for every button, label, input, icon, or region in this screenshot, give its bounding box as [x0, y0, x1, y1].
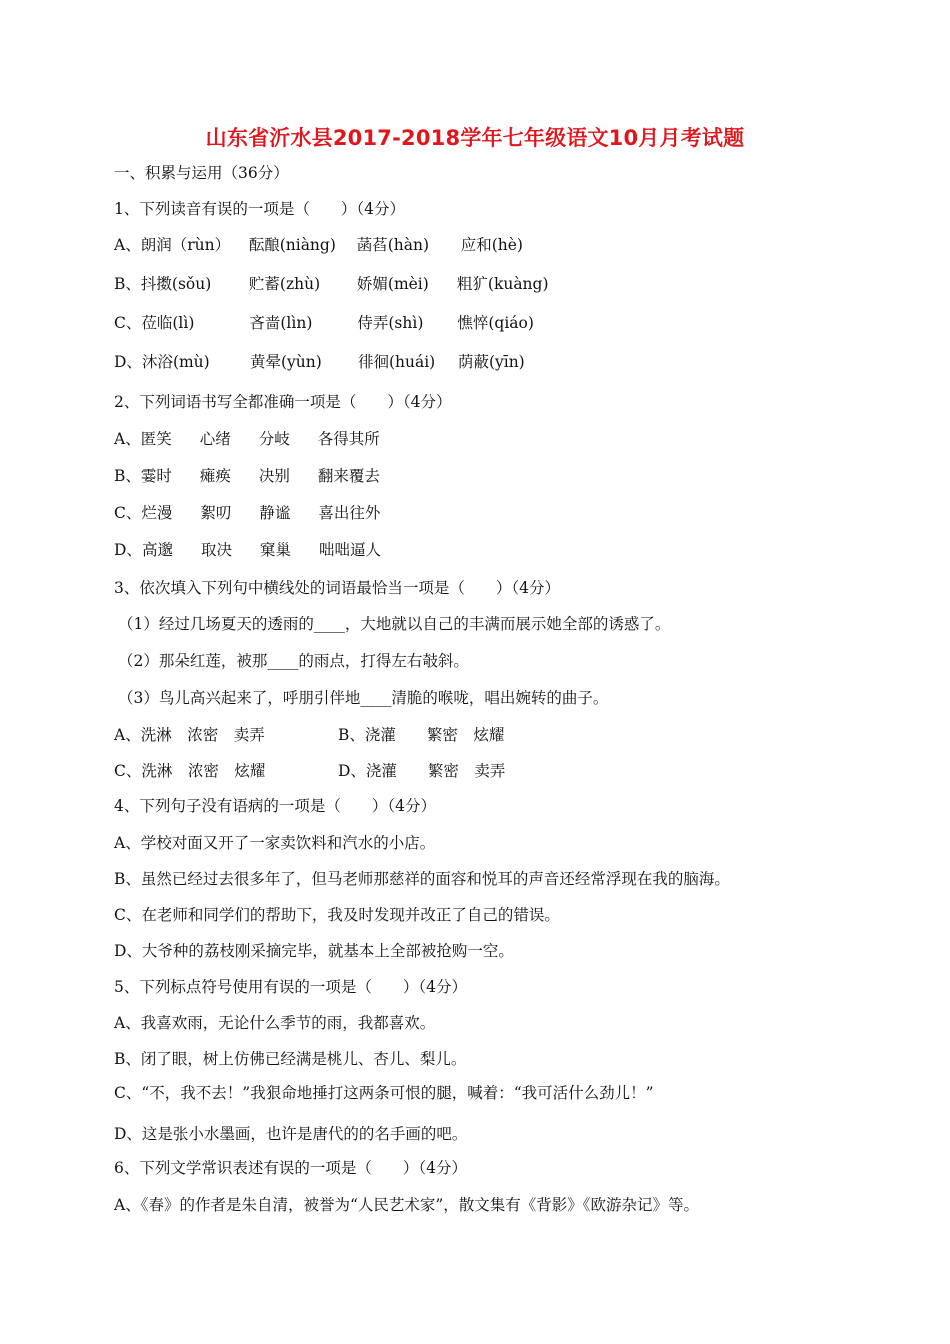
question-1-option-b [114, 274, 549, 294]
question-5-option-d: D、这是张小水墨画，也许是唐代的的名手画的吧。 [114, 1125, 468, 1143]
question-3-options-row-2 [114, 761, 505, 781]
option-label: C、 [114, 314, 142, 332]
option-item: 荫蔽(yīn) [457, 353, 525, 371]
option-item: 瘫痪 [199, 467, 231, 485]
option-text: D、浇灌 繁密 卖弄 [338, 762, 506, 780]
question-3-options-row-1 [114, 725, 504, 745]
option-item: 喜出往外 [318, 504, 381, 522]
option-label: A、 [114, 430, 141, 448]
option-text: B、浇灌 繁密 炫耀 [338, 726, 505, 744]
option-label: C、 [114, 504, 142, 522]
question-1-stem: 1、下列读音有误的一项是（ ）（4分） [114, 200, 405, 218]
option-item: 抖擞(sǒu) [140, 275, 212, 293]
question-4-stem: 4、下列句子没有语病的一项是（ ）（4分） [114, 797, 436, 815]
option-item: 憔悴(qiáo) [457, 314, 534, 332]
question-5-stem: 5、下列标点符号使用有误的一项是（ ）（4分） [114, 978, 467, 996]
question-2-option-b [114, 466, 380, 486]
question-4-option-b: B、虽然已经过去很多年了，但马老师那慈祥的面容和悦耳的声音还经常浮现在我的脑海。 [114, 870, 730, 888]
option-item: 粗犷(kuàng) [456, 275, 549, 293]
question-2-stem: 2、下列词语书写全都准确一项是（ ）（4分） [114, 393, 452, 411]
section-heading: 一、积累与运用（36分） [114, 164, 289, 182]
option-label: D、 [114, 541, 142, 559]
question-2-option-a [114, 429, 380, 449]
question-3-sentence-1: （1）经过几场夏天的透雨的____，大地就以自己的丰满而展示她全部的诱惑了。 [118, 615, 671, 633]
question-3-sentence-2: （2）那朵红莲，被那____的雨点，打得左右攲斜。 [118, 652, 469, 670]
question-3-sentence-3: （3）鸟儿高兴起来了，呼朋引伴地____清脆的喉咙，唱出婉转的曲子。 [118, 689, 609, 707]
option-item: 娇媚(mèi) [356, 275, 429, 293]
option-item: 霎时 [140, 467, 172, 485]
option-item: 徘徊(huái) [357, 353, 436, 371]
option-item: 应和(hè) [460, 236, 523, 254]
question-6-option-a: A、《春》的作者是朱自清，被誉为“人民艺术家”，散文集有《背影》《欧游杂记》等。 [114, 1196, 700, 1214]
option-item: 吝啬(lìn) [249, 314, 313, 332]
option-item: 侍弄(shì) [357, 314, 424, 332]
option-item: 决别 [258, 467, 290, 485]
question-6-stem: 6、下列文学常识表述有误的一项是（ ）（4分） [114, 1159, 467, 1177]
option-item: 高邈 [141, 541, 173, 559]
option-item: 静谧 [259, 504, 291, 522]
question-2-option-c [114, 503, 380, 523]
option-item: 莅临(lì) [141, 314, 195, 332]
question-4-option-c: C、在老师和同学们的帮助下，我及时发现并改正了自己的错误。 [114, 906, 560, 924]
question-1-option-d [114, 352, 525, 372]
question-1-option-a [114, 235, 523, 255]
option-item: 心绪 [199, 430, 231, 448]
option-item: 贮蓄(zhù) [248, 275, 321, 293]
option-item: 烂漫 [141, 504, 173, 522]
option-item: 分岐 [258, 430, 290, 448]
option-item: 翻来覆去 [317, 467, 380, 485]
question-4-option-a: A、学校对面又开了一家卖饮料和汽水的小店。 [114, 834, 436, 852]
option-label: B、 [114, 275, 141, 293]
option-text: A、洗淋 浓密 卖弄 [114, 726, 265, 744]
option-item: 各得其所 [317, 430, 380, 448]
option-item: 窠巢 [259, 541, 291, 559]
option-item: 黄晕(yùn) [249, 353, 322, 371]
question-4-option-d: D、大爷种的荔枝刚采摘完毕，就基本上全部被抢购一空。 [114, 942, 514, 960]
question-1-option-c [114, 313, 534, 333]
option-item: 菡萏(hàn) [356, 236, 430, 254]
option-item: 酝酿(niàng) [248, 236, 336, 254]
option-text: C、洗淋 浓密 炫耀 [114, 762, 266, 780]
question-5-option-a: A、我喜欢雨，无论什么季节的雨，我都喜欢。 [114, 1014, 436, 1032]
option-label: D、 [114, 353, 142, 371]
option-item: 朗润（rùn） [140, 236, 231, 254]
option-label: B、 [114, 467, 141, 485]
option-label: A、 [114, 236, 141, 254]
option-item: 絮叨 [200, 504, 232, 522]
question-5-option-c: C、“不，我不去！”我狠命地捶打这两条可恨的腿，喊着：“我可活什么劲儿！” [114, 1084, 654, 1102]
question-5-option-b: B、闭了眼，树上仿佛已经满是桃儿、杏儿、梨儿。 [114, 1050, 467, 1068]
option-item: 匿笑 [140, 430, 172, 448]
option-item: 咄咄逼人 [318, 541, 381, 559]
question-2-option-d [114, 540, 381, 560]
exam-title: 山东省沂水县2017-2018学年七年级语文10月月考试题 [205, 126, 745, 150]
option-item: 取决 [200, 541, 232, 559]
option-item: 沐浴(mù) [141, 353, 210, 371]
question-3-stem: 3、依次填入下列句中横线处的词语最恰当一项是（ ）（4分） [114, 579, 560, 597]
